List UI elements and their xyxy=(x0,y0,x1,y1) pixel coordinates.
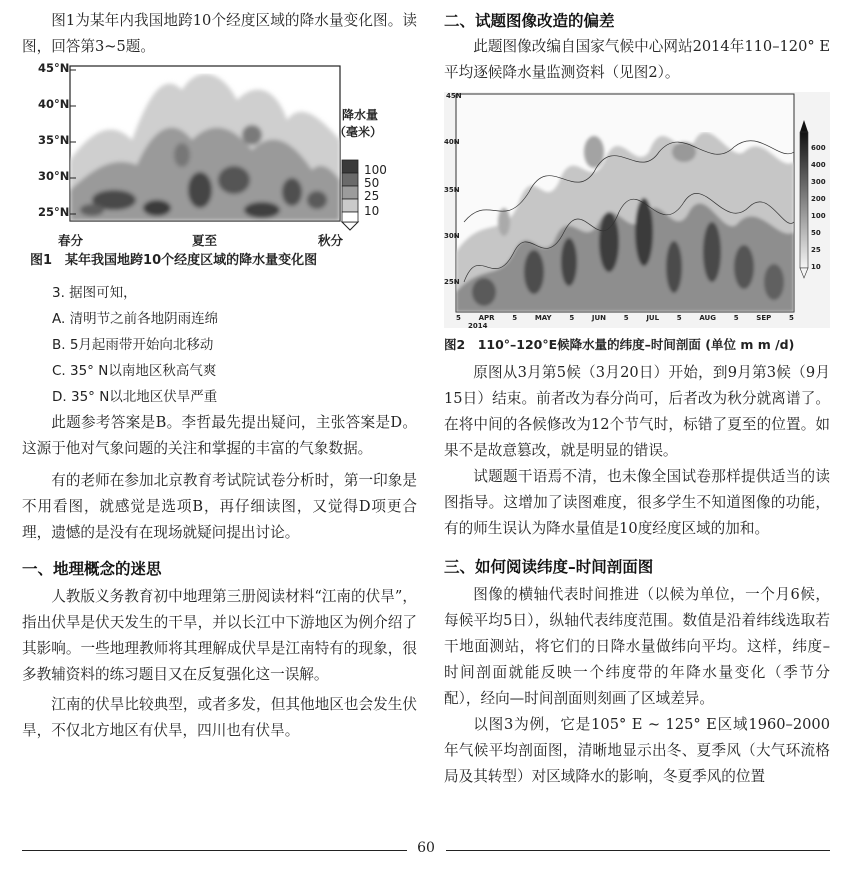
fig1-ytick: 40°N xyxy=(38,97,70,111)
fig2-colorbar-label: 100 xyxy=(811,212,826,220)
figure-2-plot xyxy=(444,92,830,332)
fig1-legend-value: 25 xyxy=(364,189,380,203)
fig2-year: 2014 xyxy=(468,322,488,330)
figure-2 xyxy=(444,92,830,356)
right-column xyxy=(444,0,830,790)
paragraph: 人教版义务教育初中地理第三册阅读材料“江南的伏旱”，指出伏旱是伏天发生的干旱，并以长江中下游地区为例介绍了其影响。一些地理教师将其理解成伏旱是江南特有的现象，很多教辅资料的练习题目又在反复强化这一误解。 xyxy=(22,588,417,683)
fig2-colorbar-label: 600 xyxy=(811,144,826,152)
paragraph: 以图3为例，它是105° E ~ 125° E区域1960–2000年气候平均剖面图，清晰地显示出冬、夏季风（大气环流格局及其转型）对区域降水的影响，冬夏季风的位置 xyxy=(444,716,830,785)
fig2-xtick: 5 xyxy=(512,314,518,322)
fig1-legend-value: 10 xyxy=(364,204,380,218)
fig2-xtick: AUG xyxy=(699,314,716,322)
figure-1 xyxy=(22,60,417,278)
fig1-legend-value: 100 xyxy=(364,163,387,177)
fig2-colorbar-label: 200 xyxy=(811,195,826,203)
fig2-xtick: 5 xyxy=(456,314,461,322)
section-heading: 三、如何阅读纬度–时间剖面图 xyxy=(444,558,654,576)
paragraph: 图像的横轴代表时间推进（以候为单位，一个月6候，每候平均5日），纵轴代表纬度范围。数值是沿着纬线选取若干地面测站，将它们的日降水量做纬向平均。这样，纬度–时间剖面就能反映一个纬度带的年降水量变化（季节分配），经向—时间剖面则刻画了区域差异。 xyxy=(444,586,830,707)
option-c: C. 35° N以南地区秋高气爽 xyxy=(52,363,217,379)
fig2-x-axis xyxy=(456,314,794,328)
fig2-colorbar-label: 10 xyxy=(811,263,821,271)
fig2-xtick: 5 xyxy=(788,314,794,322)
fig1-xtick: 春分 xyxy=(58,233,84,248)
fig1-ytick: 30°N xyxy=(38,169,70,183)
question-stem: 3. 据图可知， xyxy=(52,285,137,301)
option-a: A. 清明节之前各地阴雨连绵 xyxy=(52,311,219,327)
fig1-legend-value: 50 xyxy=(364,176,380,190)
fig2-xtick: 5 xyxy=(569,314,575,322)
fig2-xtick: SEP xyxy=(756,314,772,322)
fig1-legend-unit: （毫米） xyxy=(334,125,383,139)
section-heading: 一、地理概念的迷思 xyxy=(22,560,162,578)
footer-rule-right xyxy=(446,850,830,851)
fig2-colorbar-label: 300 xyxy=(811,178,826,186)
left-column xyxy=(22,0,417,744)
fig2-ytick: 45N xyxy=(446,92,462,100)
fig2-xtick: 5 xyxy=(733,314,739,322)
fig1-legend-title: 降水量 xyxy=(342,108,379,122)
fig2-colorbar-label: 50 xyxy=(811,229,821,237)
paragraph: 此题图像改编自国家气候中心网站2014年110–120° E平均逐候降水量监测资料（见图2）。 xyxy=(444,38,830,81)
fig2-colorbar-label: 400 xyxy=(811,161,826,169)
fig1-xtick: 秋分 xyxy=(318,233,344,248)
paragraph: 江南的伏旱比较典型，或者多发，但其他地区也会发生伏旱，不仅北方地区有伏旱，四川也有伏旱。 xyxy=(22,696,417,739)
fig1-ytick: 25°N xyxy=(38,205,70,219)
fig2-ytick: 35N xyxy=(444,186,460,194)
paragraph: 有的老师在参加北京教育考试院试卷分析时，第一印象是不用看图，就感觉是选项B，再仔细读图，又觉得D项更合理，遗憾的是没有在现场就疑问提出讨论。 xyxy=(22,472,417,541)
figure-1-caption: 图1 某年我国地跨10个经度区域的降水量变化图 xyxy=(30,253,318,268)
fig2-xtick: MAY xyxy=(534,314,552,322)
fig1-ytick: 45°N xyxy=(38,61,70,75)
intro-text: 图1为某年内我国地跨10个经度区域的降水量变化图。读图，回答第3~5题。 xyxy=(22,12,417,55)
fig2-xtick: 5 xyxy=(676,314,682,322)
fig2-xtick: JUN xyxy=(591,314,607,322)
option-d: D. 35° N以北地区伏旱严重 xyxy=(52,389,218,405)
fig2-xtick: JUL xyxy=(646,314,660,322)
fig2-ytick: 30N xyxy=(444,232,460,240)
fig2-xtick: 5 xyxy=(623,314,629,322)
figure-1-legend xyxy=(342,160,358,230)
paragraph: 此题参考答案是B。李哲最先提出疑问，主张答案是D。这源于他对气象问题的关注和掌握的丰富的气象数据。 xyxy=(22,414,417,457)
fig1-ytick: 35°N xyxy=(38,133,70,147)
paragraph: 原图从3月第5候（3月20日）开始，到9月第3候（9月15日）结束。前者改为春分尚可，后者改为秋分就离谱了。在将中间的各候修改为12个节气时，标错了夏至的位置。如果不是故意篡改，就是明显的错误。 xyxy=(444,364,830,459)
footer-rule-left xyxy=(22,850,407,851)
figure-2-caption: 图2 110°–120°E候降水量的纬度–时间剖面 (单位 m m /d) xyxy=(444,337,795,352)
fig2-xtick: APR xyxy=(478,314,495,322)
fig2-ytick: 40N xyxy=(444,138,460,146)
fig1-xtick: 夏至 xyxy=(192,233,218,248)
page-number: 60 xyxy=(417,840,435,856)
option-b: B. 5月起雨带开始向北移动 xyxy=(52,337,214,353)
fig2-ytick: 25N xyxy=(444,278,460,286)
figure-2-colorbar xyxy=(800,120,808,278)
paragraph: 试题题干语焉不清，也未像全国试卷那样提供适当的读图指导。这增加了读图难度，很多学生不知道图像的功能，有的师生误认为降水量值是10度经度区域的加和。 xyxy=(444,468,830,537)
fig2-colorbar-label: 25 xyxy=(811,246,821,254)
section-heading: 二、试题图像改造的偏差 xyxy=(444,12,615,30)
